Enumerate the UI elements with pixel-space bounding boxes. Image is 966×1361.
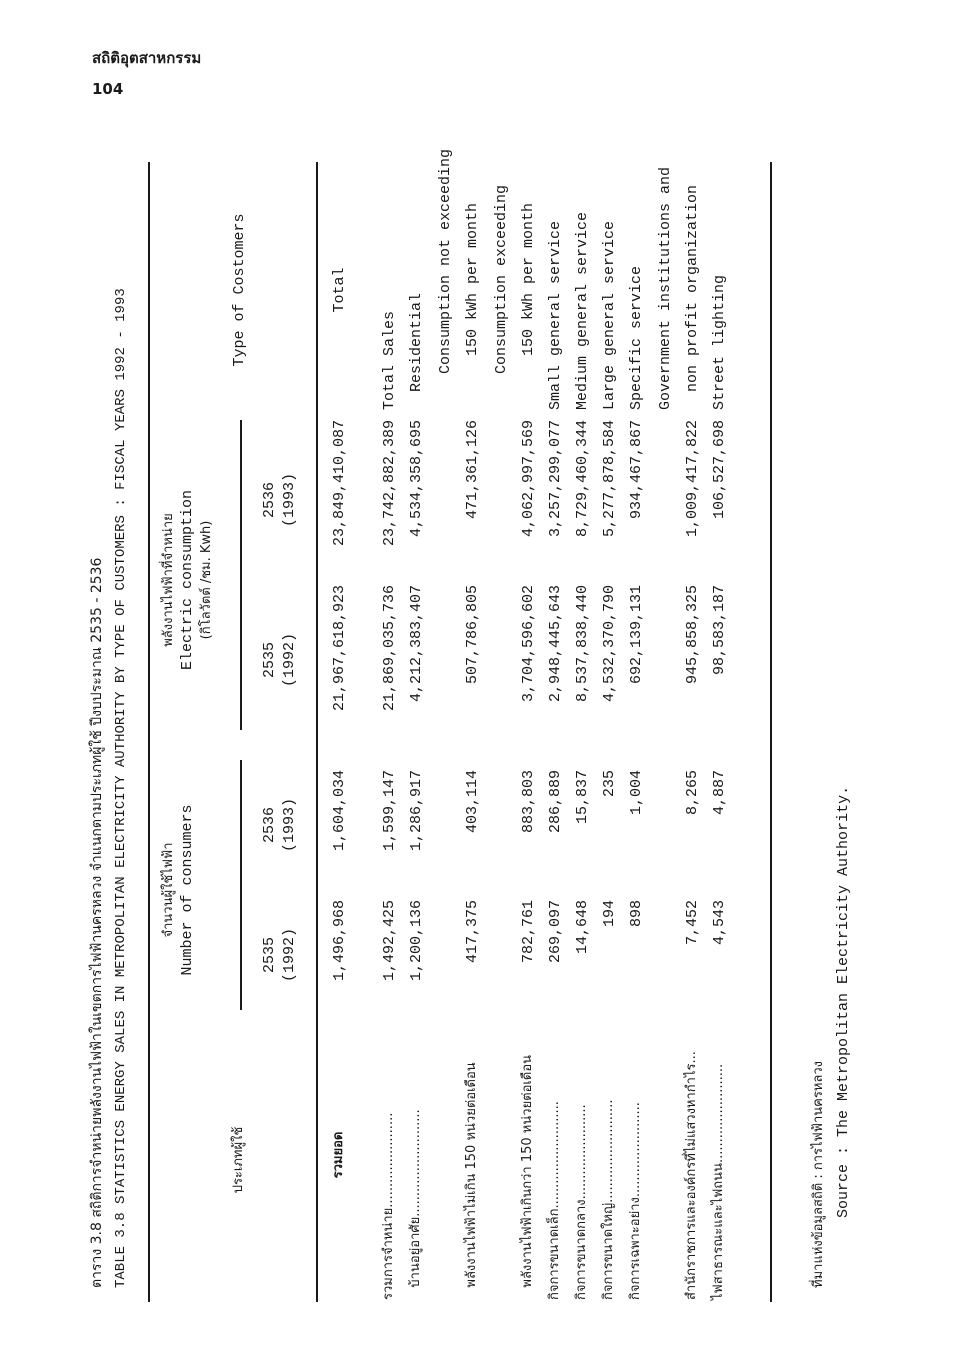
total-consumption-1992: 21,967,618,923 [331, 585, 348, 712]
year2-en-label: (1993) [281, 473, 299, 528]
row-type-thai: กิจการขนาดเล็ก.......................... [547, 1101, 562, 1300]
row-consumption-1992: 4,532,370,790 [601, 585, 618, 703]
row-consumers-1993: 883,803 [520, 770, 537, 834]
header-year1-consumers [260, 890, 301, 1020]
header-year2-consumption [260, 420, 301, 580]
row-type-en: Specific service [628, 265, 645, 410]
total-consumers-1992: 1,496,968 [331, 900, 348, 982]
page-number: 104 [92, 80, 124, 98]
running-header: สถิติอุตสาหกรรม [92, 49, 202, 67]
row-consumption-1992: 98,583,187 [711, 585, 728, 676]
total-en: Total [331, 267, 348, 313]
year1-en-label: (1992) [281, 633, 299, 688]
row-type-en: Medium general service [574, 211, 591, 410]
row-type-en: Government institutions and [657, 166, 674, 410]
header-type-en: Type of Costomers [231, 213, 248, 367]
header-consumers [160, 770, 198, 1010]
row-consumption-1992: 21,869,035,736 [381, 585, 398, 712]
header-consumers-thai: จำนวนผู้ใช้ไฟฟ้า [161, 842, 176, 938]
row-type-thai: กิจการเฉพาะอย่าง....................... [628, 1102, 643, 1300]
row-type-en: 150 kWh per month [464, 202, 481, 410]
row-consumption-1993: 934,467,867 [628, 420, 645, 520]
row-consumption-1992: 2,948,445,643 [547, 585, 564, 703]
row-type-thai: พลังงานไฟฟ้าไม่เกิน 150 หน่วยต่อเดือน [464, 1062, 479, 1300]
total-thai: รวมยอด [331, 1131, 346, 1179]
total-consumers-1993: 1,604,034 [331, 770, 348, 852]
table-captions [88, 158, 136, 1288]
header-rule-consumers [240, 760, 242, 1010]
row-consumers-1993: 15,837 [574, 770, 591, 825]
row-type-thai: พลังงานไฟฟ้าเกินกว่า 150 หน่วยต่อเดือน [520, 1054, 535, 1300]
row-consumers-1992: 782,761 [520, 900, 537, 964]
row-consumption-1992: 3,704,596,602 [520, 585, 537, 703]
row-type-thai: ไฟสาธารณะและไฟถนน........................ [711, 1063, 726, 1300]
row-type-en: Large general service [601, 220, 618, 410]
header-type-thai: ประเภทผู้ใช้ [231, 1126, 246, 1194]
header-consumers-en: Number of consumers [178, 804, 196, 976]
row-consumers-1993: 1,599,147 [381, 770, 398, 852]
row-consumers-1992: 417,375 [464, 900, 481, 964]
total-consumption-1993: 23,849,410,087 [331, 420, 348, 547]
row-consumers-1992: 194 [601, 900, 618, 928]
year2-label: 2536 [261, 482, 278, 519]
row-type-thai: รวมการจำหน่าย....................... [381, 1112, 396, 1300]
row-type-en: Consumption exceeding [493, 184, 510, 410]
row-consumption-1992: 692,139,131 [628, 585, 645, 685]
table-top-rule [148, 162, 150, 1302]
row-type-en: 150 kWh per month [520, 202, 537, 410]
row-type-thai: กิจการขนาดใหญ่......................... [601, 1099, 616, 1300]
header-year1-consumption [260, 580, 301, 740]
row-consumption-1992: 945,858,325 [684, 585, 701, 685]
table-bottom-rule [770, 162, 772, 1302]
row-consumption-1993: 471,361,126 [464, 420, 481, 520]
row-type-en: Small general service [547, 220, 564, 410]
row-consumption-1993: 3,257,299,077 [547, 420, 564, 538]
row-type-thai: สำนักราชการและองค์กรที่ไม่แสวงหากำไร... [684, 1051, 699, 1300]
row-type-en: Consumption not exceeding [437, 148, 454, 410]
row-type-thai: กิจการขนาดกลาง....................... [574, 1104, 589, 1300]
row-consumers-1993: 1,286,917 [408, 770, 425, 852]
row-consumers-1992: 269,097 [547, 900, 564, 964]
row-consumers-1992: 14,648 [574, 900, 591, 955]
year1-label: 2535 [261, 937, 278, 974]
row-consumers-1993: 1,004 [628, 770, 645, 816]
year2-en-label: (1993) [281, 798, 299, 853]
header-consumption-unit: (กิโลวัตต์ /ชม. Kwh) [198, 520, 214, 640]
row-consumers-1993: 8,265 [684, 770, 701, 816]
year2-label: 2536 [261, 807, 278, 844]
row-type-thai: บ้านอยู่อาศัย.......................... [408, 1109, 423, 1300]
row-consumers-1993: 4,887 [711, 770, 728, 816]
row-consumers-1992: 4,543 [711, 900, 728, 946]
row-consumption-1993: 5,277,878,584 [601, 420, 618, 538]
caption-thai: ตาราง 3.8 สถิติการจำหน่ายพลังงานไฟฟ้าในเขตการไฟฟ้านครหลวง จำแนกตามประเภทผู้ใช้ ปีงบประมาณ 2535 - 2536 [89, 557, 105, 1288]
year1-en-label: (1992) [281, 928, 299, 983]
row-consumption-1993: 4,062,997,569 [520, 420, 537, 538]
row-consumers-1993: 235 [601, 770, 618, 798]
source-en: Source : The Metropolitan Electricity Authority. [835, 785, 852, 1218]
year1-label: 2535 [261, 642, 278, 679]
header-consumption-en: Electric consumption [178, 489, 196, 671]
statistics-table [80, 150, 900, 1310]
row-consumption-1993: 106,527,698 [711, 420, 728, 520]
row-consumption-1992: 4,212,383,407 [408, 585, 425, 703]
row-consumption-1993: 4,534,358,695 [408, 420, 425, 538]
row-consumers-1992: 898 [628, 900, 645, 928]
source-note [810, 786, 858, 1288]
row-type-en: Street lighting [711, 274, 728, 410]
header-bottom-rule [316, 162, 318, 1302]
row-consumers-1992: 1,200,136 [408, 900, 425, 982]
source-thai: ที่มาแห่งข้อมูลสถิติ : การไฟฟ้านครหลวง [811, 1060, 826, 1288]
row-type-en: Total Sales [381, 310, 398, 410]
row-consumers-1993: 286,889 [547, 770, 564, 834]
row-type-en: non profit organization [684, 184, 701, 410]
row-consumption-1993: 1,009,417,822 [684, 420, 701, 538]
row-consumers-1993: 403,114 [464, 770, 481, 834]
header-year2-consumers [260, 760, 301, 890]
row-consumers-1992: 1,492,425 [381, 900, 398, 982]
caption-english: TABLE 3.8 STATISTICS ENERGY SALES IN METROPOLITAN ELECTRICITY AUTHORITY BY TYPE OF CUSTOMERS : FISCAL YEARS 1992 - 1993 [113, 288, 129, 1288]
row-consumption-1992: 507,786,805 [464, 585, 481, 685]
header-consumption-thai: พลังงานไฟฟ้าที่จำหน่าย [161, 513, 176, 647]
header-consumption [160, 430, 215, 730]
row-consumption-1993: 23,742,882,389 [381, 420, 398, 547]
row-consumers-1992: 7,452 [684, 900, 701, 946]
header-rule-consumption [240, 420, 242, 730]
row-consumption-1992: 8,537,838,440 [574, 585, 591, 703]
row-consumption-1993: 8,729,460,344 [574, 420, 591, 538]
row-type-en: Residential [408, 292, 425, 410]
